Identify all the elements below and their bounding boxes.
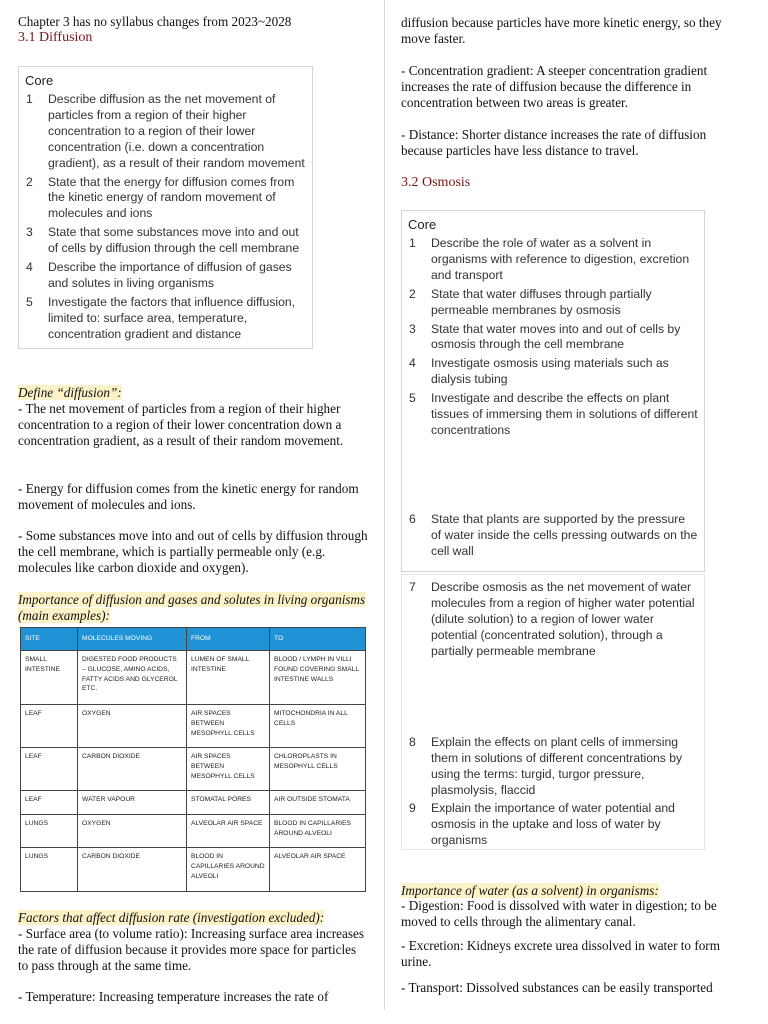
table-header-to: TO (270, 628, 366, 651)
factors-paragraph-1: - Surface area (to volume ratio): Increasing surface area increases the rate of diffusion because it provides more space for particles to pass through at the same time. (18, 926, 364, 974)
core-item: 4 Investigate osmosis using materials such as dialysis tubing (409, 356, 669, 387)
core-box-diffusion (18, 66, 313, 349)
diffusion-sites-table (20, 627, 366, 892)
table-row: LEAF OXYGEN AIR SPACES BETWEEN MESOPHYLL CELLS MITOCHONDRIA IN ALL CELLS (21, 705, 366, 748)
section-title-diffusion: 3.1 Diffusion (18, 30, 93, 45)
core-item: 1 Describe diffusion as the net movement of particles from a region of their higher concentration to a region of their lower concentration (i.e. down a concentration gradient), as a result of their random movement (26, 92, 305, 170)
core-item: 5 Investigate and describe the effects on plant tissues of immersing them in solutions of different concentrations (409, 391, 698, 437)
core-box-title: Core (408, 217, 437, 232)
factors-paragraph-2: - Temperature: Increasing temperature increases the rate of (18, 989, 329, 1004)
table-row: LUNGS CARBON DIOXIDE BLOOD IN CAPILLARIES AROUND ALVEOLI ALVEOLAR AIR SPACE (21, 848, 366, 892)
importance-heading: Importance of diffusion and gases and solutes in living organisms (main examples): (18, 592, 366, 624)
define-paragraph-1: - The net movement of particles from a region of their higher concentration to a region of their lower concentration down a concentration gradient, as a result of their random movement. (18, 401, 344, 449)
water-paragraph-1: - Digestion: Food is dissolved with water in digestion; to be moved to cells through the alimentary canal. (401, 898, 717, 930)
table-header-molecules: MOLECULES MOVING (78, 628, 187, 651)
continued-paragraph-2: - Concentration gradient: A steeper concentration gradient increases the rate of diffusion because the difference in concentration between two areas is greater. (401, 63, 708, 111)
table-header-site: SITE (21, 628, 78, 651)
core-item: 1 Describe the role of water as a solvent in organisms with reference to digestion, excretion and transport (409, 236, 690, 282)
core-item: 9 Explain the importance of water potential and osmosis in the uptake and loss of water by organisms (409, 801, 675, 847)
table-row: LEAF CARBON DIOXIDE AIR SPACES BETWEEN MESOPHYLL CELLS CHLOROPLASTS IN MESOPHYLL CELLS (21, 748, 366, 791)
core-item: 3 State that some substances move into and out of cells by diffusion through the cell membrane (26, 225, 300, 256)
table-header-row (21, 628, 366, 651)
core-item: 7 Describe osmosis as the net movement of water molecules from a region of higher water potential (dilute solution) to a region of lower water potential (concentrated solution), through a partially permeable membrane (409, 580, 695, 658)
core-box-osmosis (401, 210, 705, 572)
core-item: 2 State that water diffuses through partially permeable membranes by osmosis (409, 286, 652, 317)
core-item: 2 State that the energy for diffusion comes from the kinetic energy of random movement of molecules and ions (26, 174, 295, 221)
water-paragraph-3: - Transport: Dissolved substances can be easily transported (401, 980, 713, 995)
define-heading: Define “diffusion”: (18, 385, 122, 400)
section-title-osmosis: 3.2 Osmosis (401, 175, 471, 190)
table-row: SMALL INTESTINE DIGESTED FOOD PRODUCTS – GLUCOSE, AMINO ACIDS, FATTY ACIDS AND GLYCEROL ETC. LUMEN OF SMALL INTESTINE BLOOD / LYMPH IN VILLI FOUND COVERING SMALL INTESTINE WALLS (21, 651, 366, 705)
core-item: 4 Describe the importance of diffusion of gases and solutes in living organisms (26, 260, 292, 290)
continued-paragraph-1: diffusion because particles have more kinetic energy, so they move faster. (401, 15, 722, 47)
define-paragraph-2: - Energy for diffusion comes from the kinetic energy for random movement of molecules and ions. (18, 481, 359, 513)
core-item: 6 State that plants are supported by the pressure of water inside the cells pressing outwards on the cell wall (409, 512, 698, 558)
factors-heading: Factors that affect diffusion rate (investigation excluded): (18, 910, 325, 925)
core-item: 8 Explain the effects on plant cells of immersing them in solutions of different concentrations by using the terms: turgid, turgor pressure, plasmolysis, flaccid (409, 735, 683, 797)
table-header-from: FROM (187, 628, 270, 651)
continued-paragraph-3: - Distance: Shorter distance increases the rate of diffusion because particles have less distance to travel. (401, 127, 707, 159)
column-divider (384, 0, 385, 1010)
chapter-note: Chapter 3 has no syllabus changes from 2023~2028 (18, 14, 292, 29)
core-box-title: Core (25, 73, 54, 88)
core-item: 5 Investigate the factors that influence diffusion, limited to: surface area, temperature, concentration gradient and distance (26, 294, 296, 341)
water-heading: Importance of water (as a solvent) in organisms: (401, 883, 659, 898)
table-row: LEAF WATER VAPOUR STOMATAL PORES AIR OUTSIDE STOMATA (21, 791, 366, 815)
water-paragraph-2: - Excretion: Kidneys excrete urea dissolved in water to form urine. (401, 938, 720, 970)
define-paragraph-3: - Some substances move into and out of cells by diffusion through the cell membrane, which is partially permeable only (e.g. molecules like carbon dioxide and oxygen). (18, 528, 368, 576)
core-item: 3 State that water moves into and out of cells by osmosis through the cell membrane (409, 321, 681, 352)
core-box-osmosis-supplement (401, 574, 705, 850)
table-row: LUNGS OXYGEN ALVEOLAR AIR SPACE BLOOD IN CAPILLARIES AROUND ALVEOLI (21, 815, 366, 848)
